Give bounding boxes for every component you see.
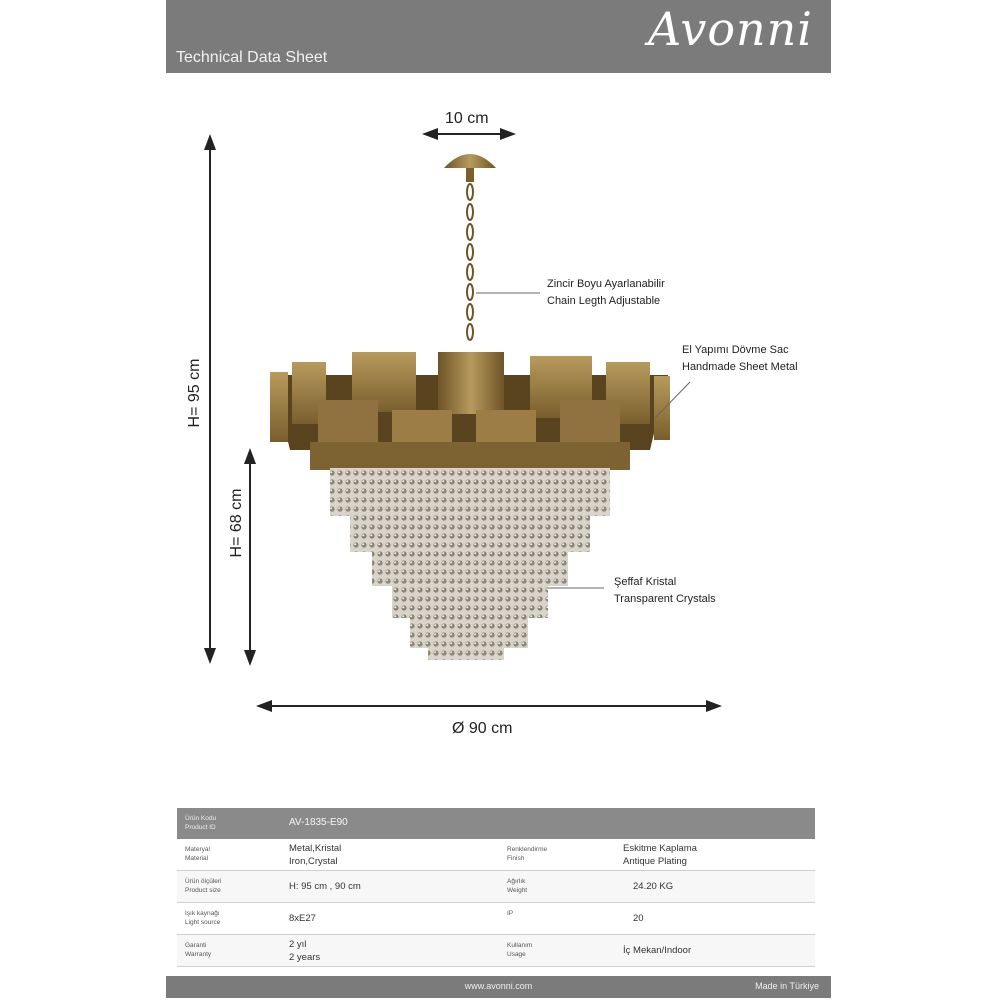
warranty-label-tr: Garanti [185, 942, 207, 949]
material-label-tr: Materyal [185, 846, 210, 853]
brand-logo: Avonni [647, 2, 813, 56]
callout-crystal-en: Transparent Crystals [614, 593, 716, 605]
footer-made-in: Made in Türkiye [755, 981, 819, 991]
header-bar [166, 0, 831, 73]
canopy-stem [466, 168, 474, 182]
light-label-tr: Işık kaynağı [185, 910, 220, 917]
warranty-value-tr: 2 yıl [289, 939, 307, 950]
callout-metal [682, 342, 798, 376]
body-height-label: H= 68 cm [228, 488, 245, 558]
light-label-en: Light source [185, 919, 221, 926]
chandelier-illustration [0, 100, 1000, 800]
finish-label-tr: Renklendirme [507, 846, 548, 853]
material-value-tr: Metal,Kristal [289, 843, 342, 854]
material-value-en: Iron,Crystal [289, 856, 338, 867]
spec-row-light [177, 903, 815, 935]
callout-metal-tr: El Yapımı Dövme Sac [682, 344, 789, 356]
callout-chain-tr: Zincir Boyu Ayarlanabilir [547, 278, 665, 290]
metal-crown [270, 352, 670, 470]
ceiling-canopy [444, 154, 496, 168]
spec-table [177, 808, 815, 967]
warranty-label-en: Warranty [185, 951, 212, 958]
light-value: 8xE27 [289, 913, 316, 924]
product-drawing [0, 100, 1000, 800]
product-id-label-en: Product ID [185, 824, 216, 831]
diameter-label: Ø 90 cm [452, 720, 513, 737]
finish-label-en: Finish [507, 855, 525, 862]
document-title: Technical Data Sheet [176, 49, 328, 66]
spec-row-material [177, 839, 815, 871]
usage-value: İç Mekan/Indoor [623, 945, 692, 956]
material-label-en: Material [185, 855, 209, 862]
weight-value: 24.20 KG [633, 881, 674, 892]
spec-header-row [177, 808, 815, 839]
ip-value: 20 [633, 913, 644, 924]
size-label-en: Product size [185, 887, 221, 894]
callout-metal-en: Handmade Sheet Metal [682, 361, 798, 373]
usage-label-en: Usage [507, 951, 526, 958]
canopy-width-label: 10 cm [445, 110, 489, 127]
callout-chain [547, 276, 665, 310]
footer [0, 976, 1000, 1000]
spec-row-warranty [177, 935, 815, 967]
finish-value-en: Antique Plating [623, 856, 687, 867]
product-id-label-tr: Ürün Kodu [185, 815, 217, 822]
callout-crystal [614, 574, 716, 608]
warranty-value-en: 2 years [289, 952, 321, 963]
crystal-tiers [330, 468, 610, 660]
chain [467, 184, 473, 340]
total-height-label: H= 95 cm [186, 358, 203, 428]
product-id-value: AV-1835-E90 [289, 817, 348, 828]
product-id-label [185, 814, 216, 832]
size-value: H: 95 cm , 90 cm [289, 881, 361, 892]
footer-bar [166, 976, 831, 998]
size-label-tr: Ürün ölçüleri [185, 878, 222, 885]
spec-row-size [177, 871, 815, 903]
usage-label-tr: Kullanım [507, 942, 533, 949]
ip-label: IP [507, 910, 514, 917]
callout-chain-en: Chain Legth Adjustable [547, 295, 661, 307]
finish-value-tr: Eskitme Kaplama [623, 843, 697, 854]
weight-label-tr: Ağırlık [507, 878, 526, 885]
callout-crystal-tr: Şeffaf Kristal [614, 576, 677, 588]
footer-url[interactable]: www.avonni.com [464, 981, 533, 991]
weight-label-en: Weight [507, 887, 528, 894]
